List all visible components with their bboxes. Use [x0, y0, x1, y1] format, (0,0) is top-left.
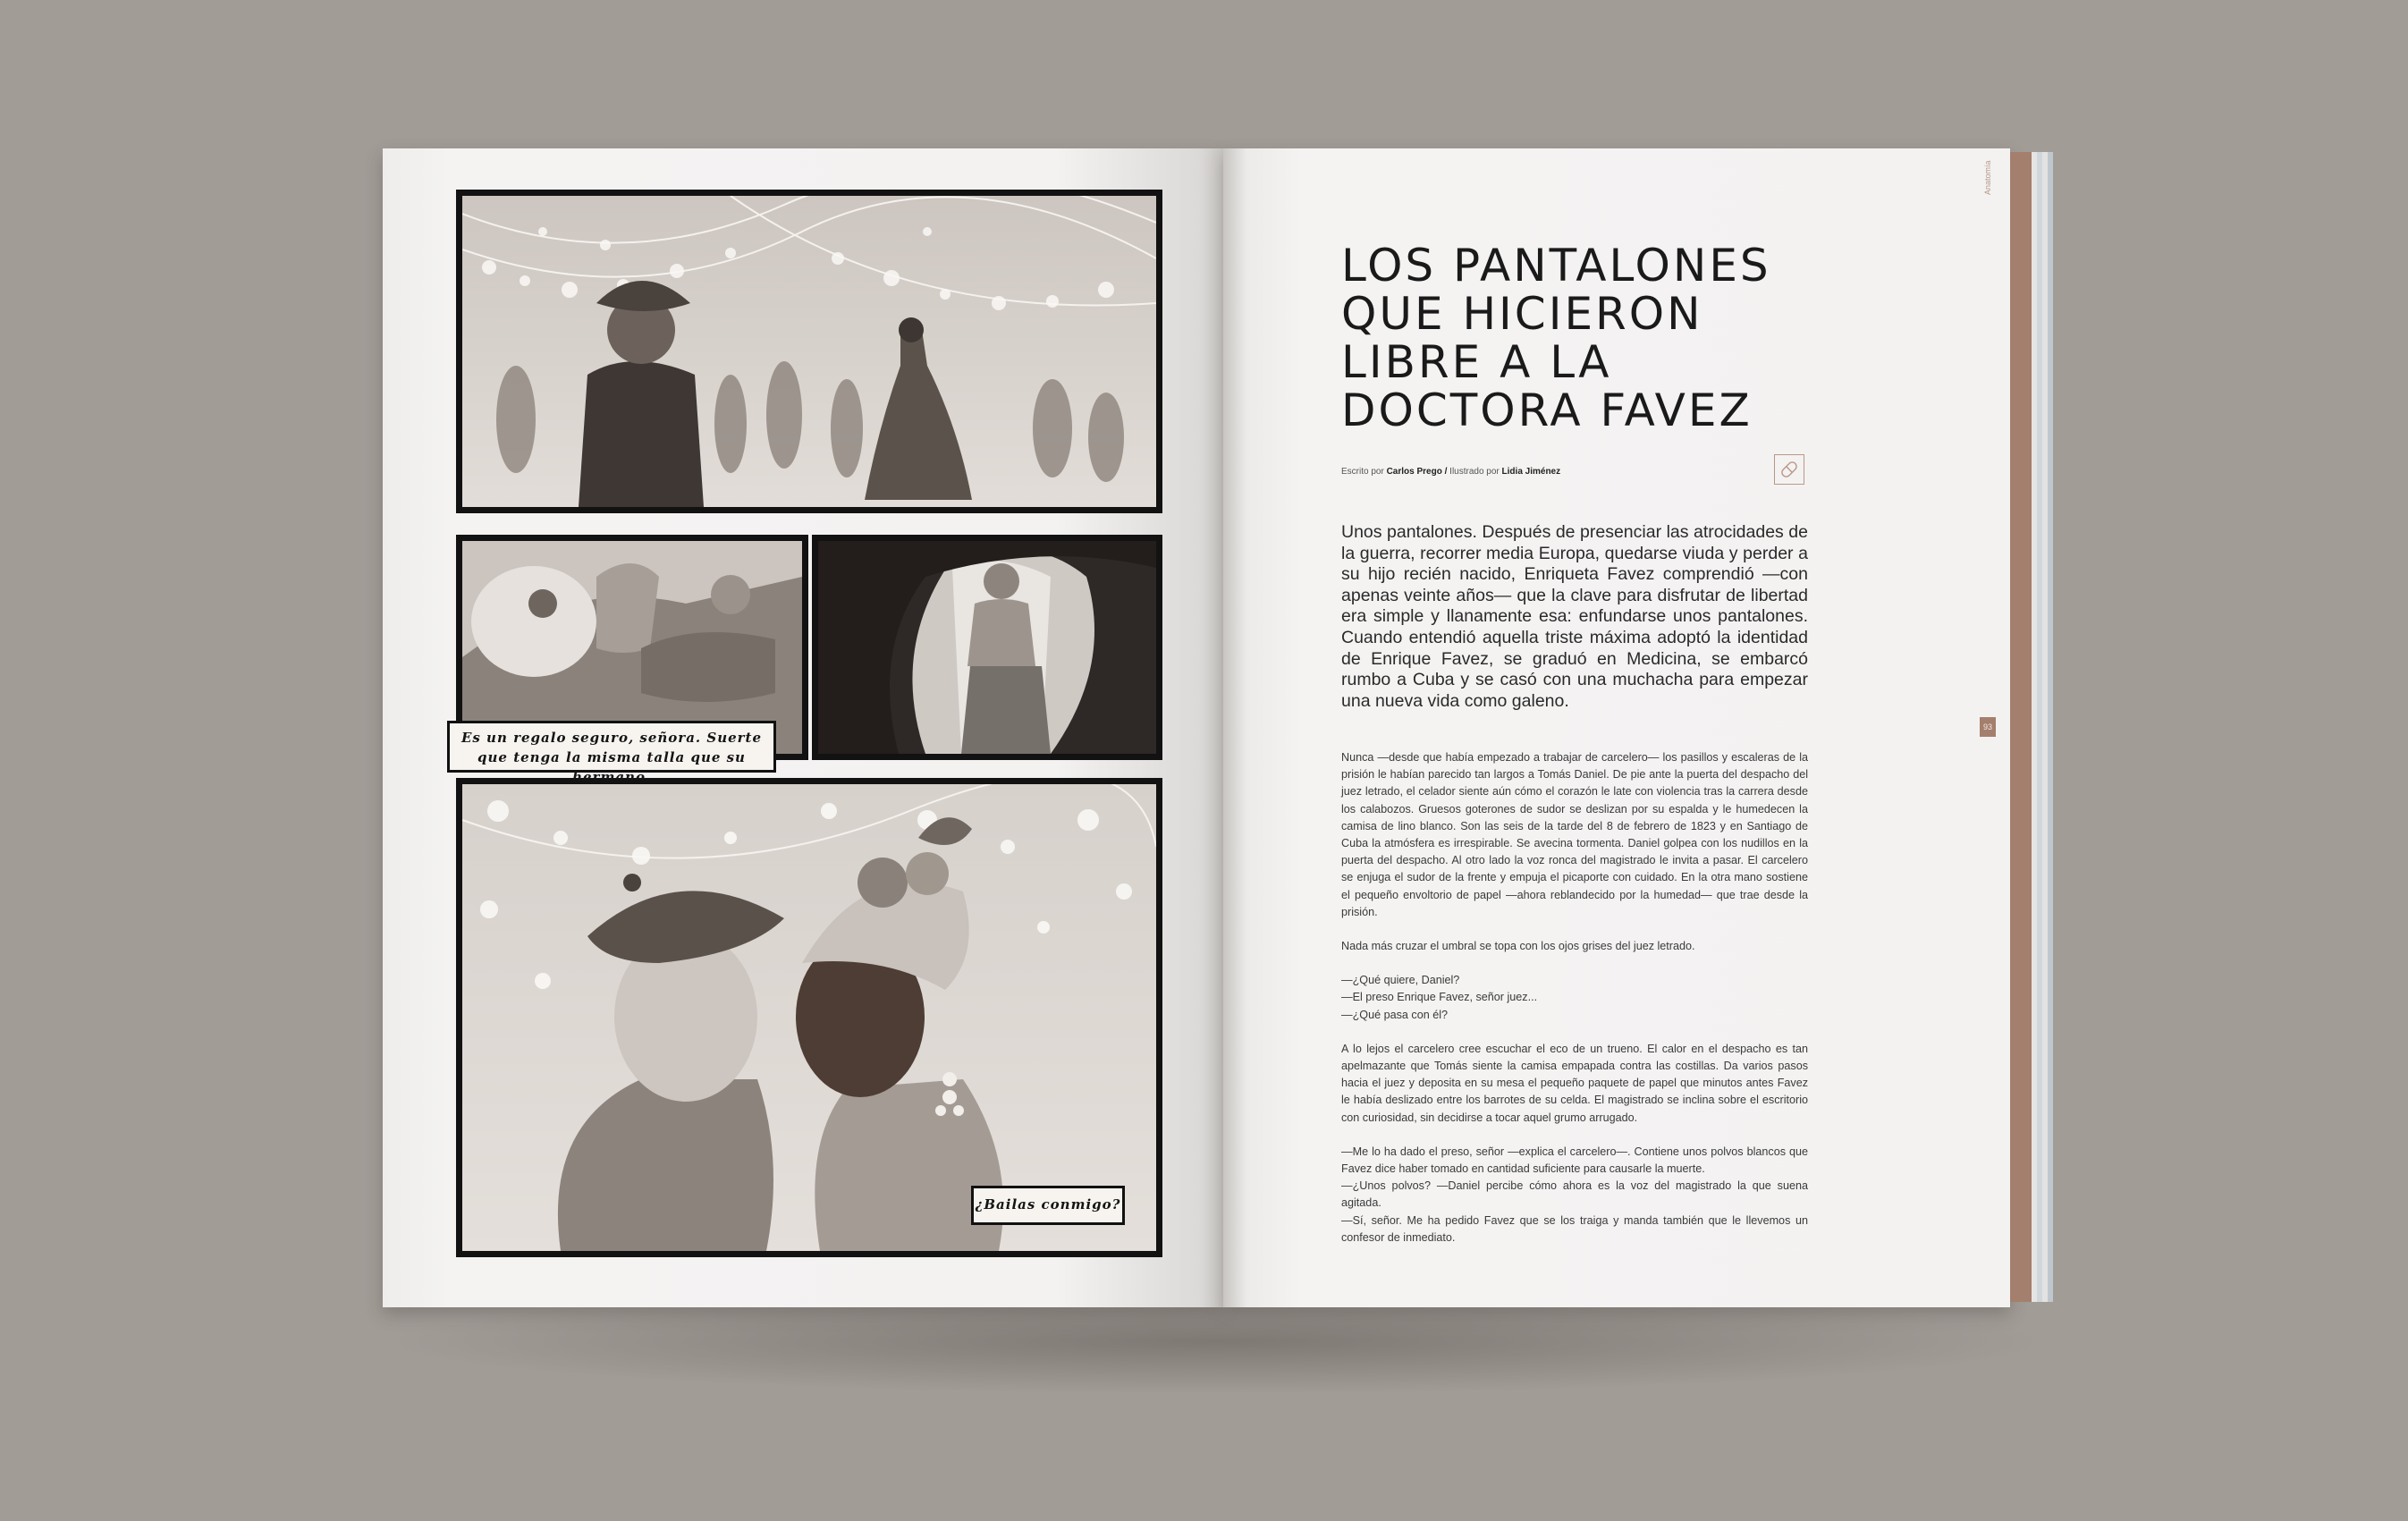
dialogue-line: —¿Unos polvos? —Daniel percibe cómo ahora es la voz del magistrado la que suena agitada. — [1341, 1179, 1808, 1210]
paragraph: Nada más cruzar el umbral se topa con los ojos grises del juez letrado. — [1341, 940, 1695, 953]
dialogue-line: —¿Qué quiere, Daniel? — [1341, 974, 1460, 987]
mirror-illustration — [818, 541, 1156, 754]
open-magazine — [383, 148, 2053, 1307]
speech-balloon-dance: ¿Bailas conmigo? — [971, 1186, 1125, 1225]
title-line: DOCTORA FAVEZ — [1341, 384, 1753, 436]
page-edges — [2010, 152, 2053, 1302]
byline — [1341, 467, 1560, 477]
dance-hall-illustration — [462, 196, 1156, 507]
illustrated-prefix: Ilustrado por — [1449, 467, 1500, 477]
article-body — [1341, 749, 1808, 1263]
couple-illustration — [462, 784, 1156, 1251]
comic-panel-mirror — [812, 535, 1162, 760]
page-number: 93 — [1980, 717, 1996, 737]
dialogue-line: —¿Qué pasa con él? — [1341, 1008, 1449, 1021]
dialogue-line: —Sí, señor. Me ha pedido Favez que se los traiga y manda también que le llevemos un confesor de inmediato. — [1341, 1213, 1808, 1244]
running-head: Anatomía — [1983, 160, 1992, 195]
speech-balloon-gift: Es un regalo seguro, señora. Suerte que tenga la misma talla que su hermano. — [447, 721, 776, 773]
dialogue-line: —El preso Enrique Favez, señor juez... — [1341, 991, 1538, 1004]
comic-panel-dance-hall — [456, 190, 1162, 513]
dialogue-block — [1341, 972, 1808, 1024]
title-line: LOS PANTALONES — [1341, 240, 1771, 292]
dialogue-block — [1341, 1144, 1808, 1246]
paragraph: Nunca —desde que había empezado a trabajar de carcelero— los pasillos y escaleras de la prisión le habían parecido tan largos a Tomás Daniel. De pie ante la puerta del despacho del juez letrado, el celador siente aún cómo el corazón le late con violencia tras la carrera desde los calabozos. Gruesos goterones de sudor se deslizan por su espalda y le humedecen la camisa de lino blanco. Son las seis de la tarde del 8 de febrero de 1823 y en Santiago de Cuba la atmósfera es irrespirable. Se avecina tormenta. Daniel golpea con los nudillos en la puerta del despacho. Al otro lado la voz ronca del magistrado le invita a pasar. El carcelero se enjuga el sudor de la frente y empuja el picaporte con cuidado. En la otra mano sostiene el pequeño envoltorio de papel —ahora reblandecido por la humedad— que trae desde la prisión. — [1341, 751, 1808, 918]
article-lede: Unos pantalones. Después de presenciar las atrocidades de la guerra, recorrer media Europa, quedarse viuda y perder a su hijo recién nacido, Enriqueta Favez comprendió —con apenas veinte años— que la clave para disfrutar de libertad era simple y llanamente esa: enfundarse unos pantalones. Cuando entendió aquella triste máxima adoptó la identidad de Enrique Favez, se graduó en Medicina, se embarcó rumbo a Cuba y se casó con una muchacha para empezar una nueva vida como galeno. — [1341, 522, 1808, 711]
paragraph: A lo lejos el carcelero cree escuchar el eco de un trueno. El calor en el despacho es tan apelmazante que Tomás siente la camisa empapada contra las costillas. Da varios pasos hacia el juez y deposita en su mesa el pequeño paquete de papel que minutos antes Favez le había deslizado entre los barrotes de su celda. El magistrado se inclina sobre el escritorio con curiosidad, sin decidirse a tocar aquel grumo arrugado. — [1341, 1042, 1808, 1124]
dialogue-line: —Me lo ha dado el preso, señor —explica el carcelero—. Contiene unos polvos blancos que Favez dice haber tomado en cantidad suficiente para causarle la muerte. — [1341, 1145, 1808, 1176]
illustrator-name: Lidia Jiménez — [1501, 467, 1561, 477]
byline-separator: / — [1444, 467, 1448, 477]
pill-icon — [1774, 454, 1804, 485]
left-page — [383, 148, 1223, 1307]
written-prefix: Escrito por — [1341, 467, 1384, 477]
article-title — [1341, 241, 1842, 435]
author-name: Carlos Prego — [1386, 467, 1442, 477]
title-line: QUE HICIERON — [1341, 288, 1703, 340]
title-line: LIBRE A LA — [1341, 336, 1612, 388]
